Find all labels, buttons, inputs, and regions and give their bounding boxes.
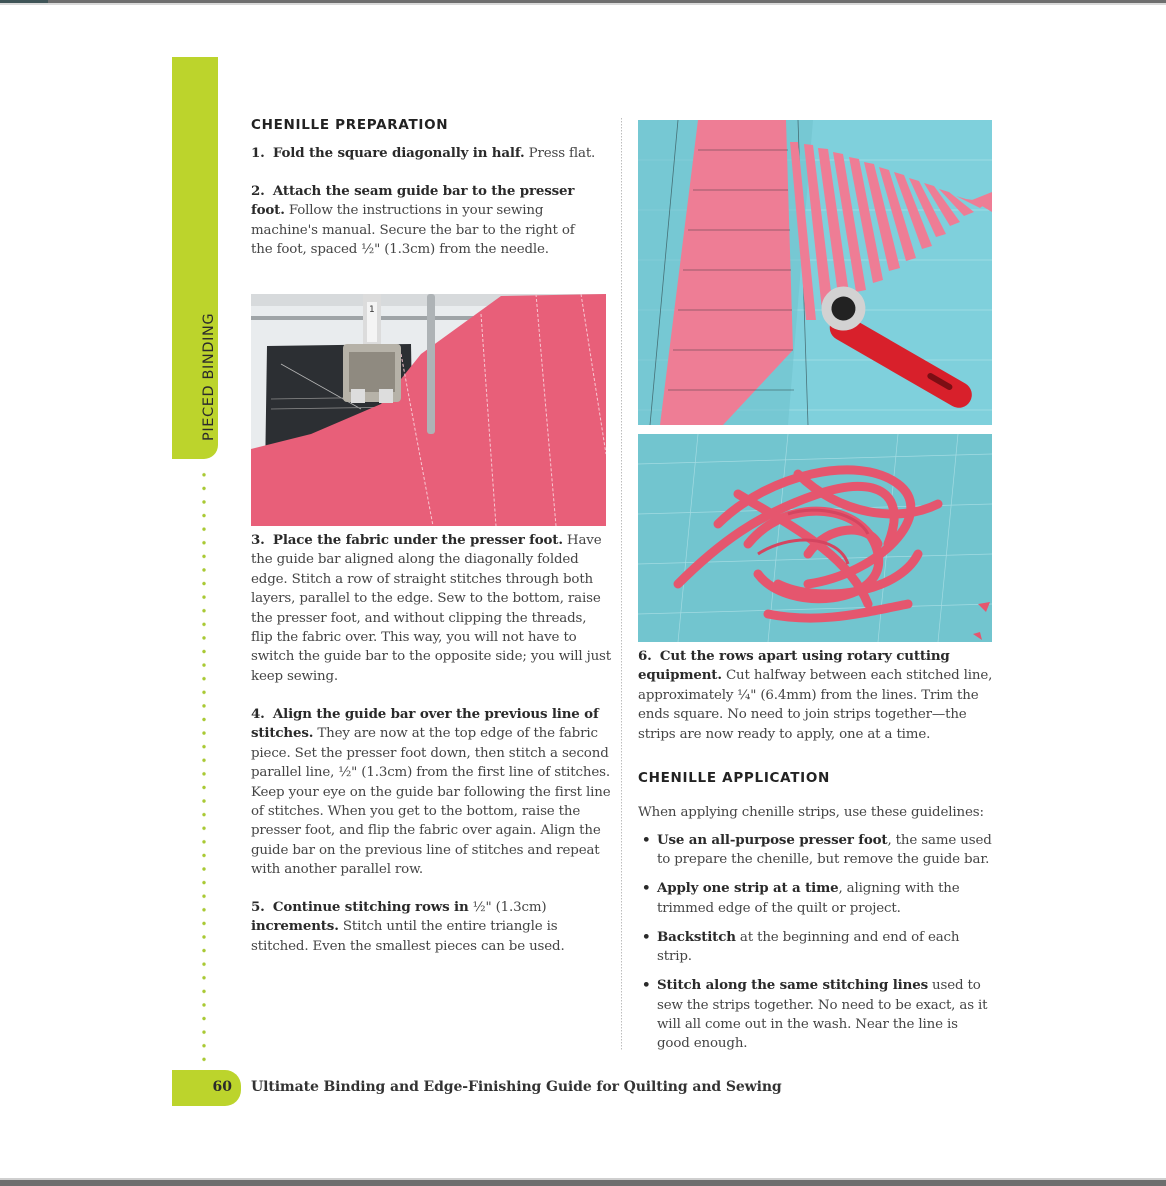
step-1-num: 1. — [251, 145, 265, 161]
step-3-bold: Place the fabric under the presser foot. — [272, 532, 563, 548]
guideline-4-text: used to sew the strips together. No need to be exact, as it will all come out in the wash. Near the line is good enough. — [657, 978, 988, 1052]
step-4-bold: Align the guide bar over the previous line of stitches. — [251, 706, 599, 742]
application-intro: When applying chenille strips, use these guidelines: — [638, 805, 984, 820]
guideline-item — [638, 976, 994, 1054]
step-2-bold: Attach the seam guide bar to the presser foot. — [251, 183, 575, 219]
guideline-4-bold: Stitch along the same stitching lines — [657, 977, 928, 994]
step-5 — [251, 898, 613, 956]
viewer-bottom-bar — [0, 1180, 1166, 1186]
cut-strips-image — [638, 120, 992, 425]
page-number-tab — [172, 1070, 241, 1106]
section-tab-label: PIECED BINDING — [201, 312, 217, 441]
svg-text:1: 1 — [369, 305, 375, 315]
step-3-text: Have the guide bar aligned along the diagonally folded edge. Stitch a row of straight stitches through both layers, parallel to the edge. Sew to the bottom, raise the presser foot, and without clipping the threads, flip the fabric over. This way, you will not have to switch the guide bar to the opposite side; you will just keep sewing. — [251, 533, 611, 684]
guideline-item — [638, 879, 994, 918]
guideline-1-bold: Use an all-purpose presser foot — [657, 832, 888, 848]
step-1-bold: Fold the square diagonally in half. — [272, 145, 525, 161]
step-5-bold-2: increments. — [251, 918, 339, 935]
step-4 — [251, 705, 613, 880]
decorative-dotted-line — [202, 468, 206, 1066]
step-6-text: Cut halfway between each stitched line, approximately ¼" (6.4mm) from the lines. Trim the ends square. No need to join strips together—the strips are now ready to apply, one at a time. — [638, 668, 993, 742]
column-divider — [621, 118, 622, 1050]
presser-foot-image — [251, 294, 606, 526]
running-footer-title: Ultimate Binding and Edge-Finishing Guide for Quilting and Sewing — [251, 1079, 782, 1095]
step-6-bold: Cut the rows apart using rotary cutting equipment. — [638, 648, 950, 684]
guideline-1-text: , the same used to prepare the chenille, but remove the guide bar. — [657, 833, 992, 868]
step-5-text-2: Stitch until the entire triangle is stitched. Even the smallest pieces can be used. — [251, 919, 565, 954]
step-6 — [638, 647, 994, 744]
step-3 — [251, 531, 611, 686]
step-3-num: 3. — [251, 532, 265, 548]
page-number: 60 — [212, 1079, 232, 1095]
viewer-top-divider — [0, 3, 1166, 5]
guideline-2-bold: Apply one strip at a time — [657, 880, 839, 897]
step-1-text: Press flat. — [524, 146, 596, 161]
step-1 — [251, 144, 611, 163]
guideline-item — [638, 928, 994, 967]
step-2 — [251, 182, 591, 260]
section-heading-preparation: CHENILLE PREPARATION — [251, 117, 449, 133]
guideline-2-text: , aligning with the trimmed edge of the quilt or project. — [657, 881, 960, 916]
step-2-num: 2. — [251, 183, 265, 199]
step-5-text: ½" (1.3cm) — [468, 900, 547, 915]
photo-presser-foot — [251, 294, 606, 526]
step-4-num: 4. — [251, 706, 265, 722]
guideline-3-text: at the beginning and end of each strip. — [657, 929, 960, 965]
photo-cut-strips — [638, 120, 992, 425]
step-5-bold: Continue stitching rows in — [272, 899, 469, 915]
step-2-text: Follow the instructions in your sewing machine's manual. Secure the bar to the right of the foot, spaced ½" (1.3cm) from the needle. — [251, 203, 575, 258]
step-6-num: 6. — [638, 648, 652, 664]
guideline-3-bold: Backstitch — [657, 928, 736, 945]
section-heading-application: CHENILLE APPLICATION — [638, 770, 831, 786]
chenille-strips-image — [638, 434, 992, 642]
guideline-item — [638, 831, 994, 870]
step-4-text: They are now at the top edge of the fabric piece. Set the presser foot down, then stitch a second parallel line, ½" (1.3cm) from the first line of stitches. Keep your eye on the guide bar following the first line of stitches. When you get to the bottom, raise the presser foot, and flip the fabric over again. Align the guide bar on the previous line of stitches and repeat with another parallel row. — [251, 726, 611, 878]
guidelines-list — [638, 831, 994, 1063]
photo-chenille-strips-pile — [638, 434, 992, 642]
step-5-num: 5. — [251, 899, 265, 915]
